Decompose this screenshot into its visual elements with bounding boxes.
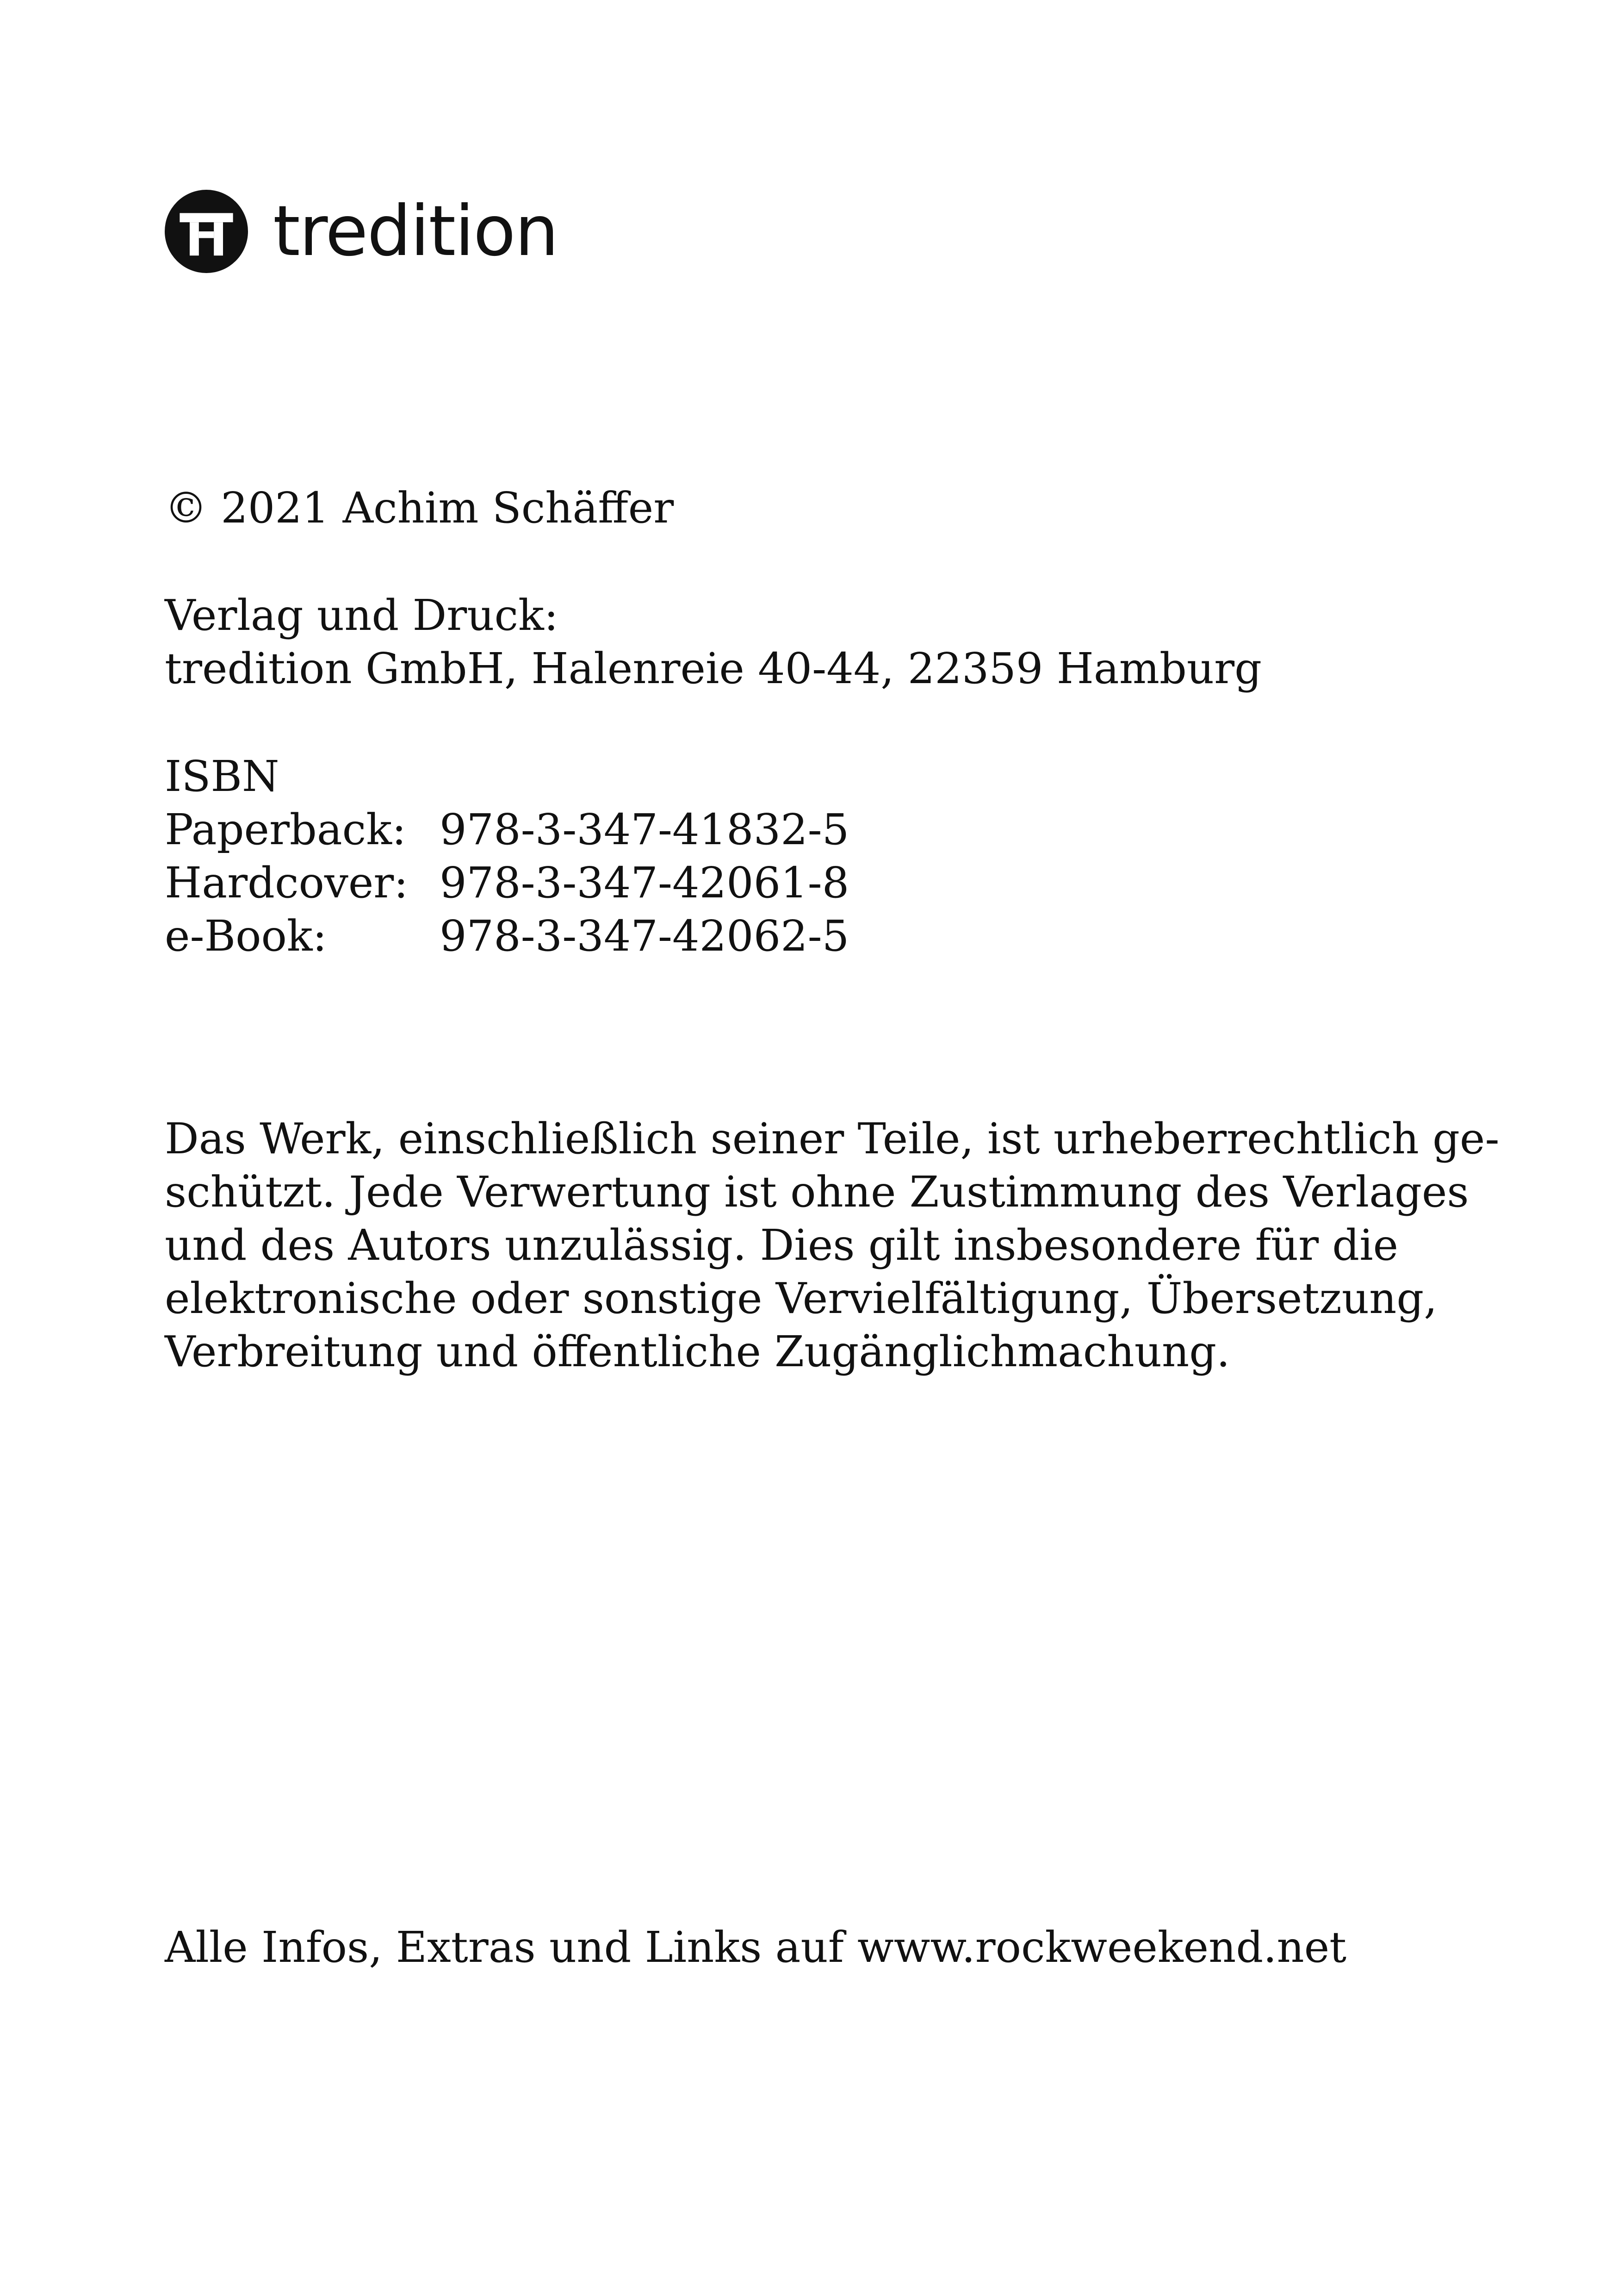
isbn-label: Paperback:	[165, 805, 406, 854]
legal-line: Das Werk, einschließlich seiner Teile, ist urheberrechtlich ge-	[165, 1114, 1500, 1164]
isbn-row-hardcover	[165, 856, 849, 909]
isbn-heading: ISBN	[165, 752, 279, 801]
legal-line: schützt. Jede Verwertung ist ohne Zustimmung des Verlages	[165, 1167, 1469, 1217]
website-note: Alle Infos, Extras und Links auf www.rockweekend.net	[165, 1923, 1347, 1972]
logo-wordmark: tredition	[273, 191, 558, 272]
legal-line: elektronische oder sonstige Vervielfältigung, Übersetzung,	[165, 1274, 1438, 1323]
legal-line: Verbreitung und öffentliche Zugänglichmachung.	[165, 1327, 1230, 1376]
copyright-notice: © 2021 Achim Schäffer	[165, 483, 674, 533]
publisher-address: tredition GmbH, Halenreie 40-44, 22359 Hamburg	[165, 644, 1262, 693]
publisher-logo	[165, 190, 558, 273]
isbn-label: Hardcover:	[165, 858, 409, 908]
legal-notice	[165, 1112, 1500, 1378]
legal-line: und des Autors unzulässig. Dies gilt insbesondere für die	[165, 1220, 1399, 1270]
isbn-value: 978-3-347-41832-5	[440, 805, 849, 854]
isbn-row-ebook	[165, 909, 849, 963]
isbn-row-paperback	[165, 803, 849, 856]
publisher-info	[165, 589, 1262, 695]
tredition-logo-icon	[165, 190, 248, 273]
isbn-value: 978-3-347-42062-5	[440, 911, 849, 961]
isbn-value: 978-3-347-42061-8	[440, 858, 849, 908]
isbn-block	[165, 750, 849, 963]
publisher-heading: Verlag und Druck:	[165, 591, 558, 640]
isbn-label: e-Book:	[165, 911, 327, 961]
